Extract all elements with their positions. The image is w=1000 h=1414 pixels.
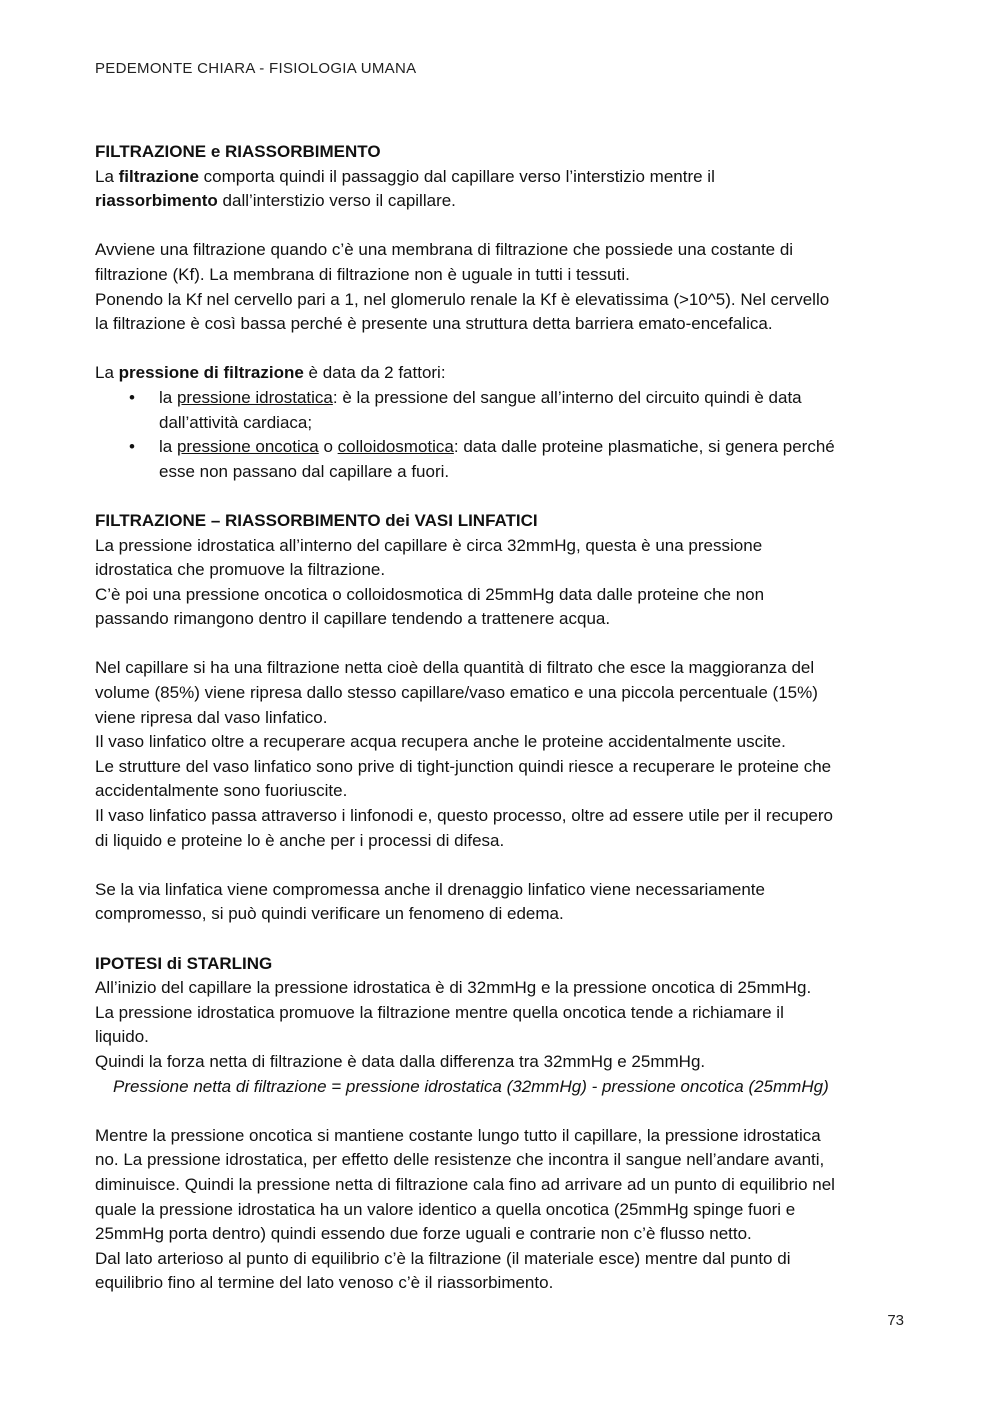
text-run: comporta quindi il passaggio dal capillare verso l’interstizio mentre il [198, 166, 715, 186]
paragraph-line: liquido. [95, 1027, 149, 1047]
bullet-list [95, 386, 905, 484]
paragraph-line: diminuisce. Quindi la pressione netta di filtrazione cala fino ad arrivare ad un punto di equilibrio nel [95, 1174, 835, 1194]
text-run: o [318, 437, 338, 457]
section-title-vasi-linfatici: FILTRAZIONE – RIASSORBIMENTO dei VASI LINFATICI [95, 510, 538, 530]
paragraph-line: quale la pressione idrostatica ha un valore identico a quella oncotica (25mmHg spinge fuori e [95, 1199, 796, 1219]
paragraph-line: Avviene una filtrazione quando c’è una membrana di filtrazione che possiede una costante di [95, 240, 794, 260]
paragraph-line: no. La pressione idrostatica, per effetto delle resistenze che incontra il sangue nell’andare avanti, [95, 1150, 825, 1170]
underlined-term: pressione idrostatica [176, 387, 333, 407]
paragraph-line: passando rimangono dentro il capillare tendendo a trattenere acqua. [95, 609, 611, 629]
paragraph-line: Se la via linfatica viene compromessa anche il drenaggio linfatico viene necessariamente [95, 879, 765, 899]
formula-line: Pressione netta di filtrazione = pressione idrostatica (32mmHg) - pressione oncotica (25mmHg) [113, 1076, 829, 1096]
bold-term: riassorbimento [95, 191, 218, 211]
section-title-starling: IPOTESI di STARLING [95, 953, 273, 973]
text-run: : è la pressione del sangue all’interno del circuito quindi è data [332, 387, 802, 407]
paragraph-line: Ponendo la Kf nel cervello pari a 1, nel glomerulo renale la Kf è elevatissima (>10^5). Nel cervello [95, 289, 830, 309]
underlined-term: pressione oncotica [176, 437, 319, 457]
paragraph-line: C’è poi una pressione oncotica o colloidosmotica di 25mmHg data dalle proteine che non [95, 584, 765, 604]
underlined-term: colloidosmotica [337, 437, 454, 457]
paragraph-line: Dal lato arterioso al punto di equilibrio c’è la filtrazione (il materiale esce) mentre dal punto di [95, 1248, 791, 1268]
text-run: La [95, 363, 119, 383]
paragraph-line: Il vaso linfatico oltre a recuperare acqua recupera anche le proteine accidentalmente uscite. [95, 732, 786, 752]
bold-term: filtrazione [118, 166, 199, 186]
paragraph-line: Il vaso linfatico passa attraverso i linfonodi e, questo processo, oltre ad essere utile per il recupero [95, 806, 834, 826]
text-run: la [159, 387, 177, 407]
section-title-filtrazione: FILTRAZIONE e RIASSORBIMENTO [95, 142, 381, 161]
bold-term: pressione di filtrazione [118, 363, 304, 383]
paragraph-line: viene ripresa dal vaso linfatico. [95, 707, 328, 727]
paragraph-line: filtrazione (Kf). La membrana di filtrazione non è uguale in tutti i tessuti. [95, 264, 630, 284]
paragraph-line: di liquido e proteine lo è anche per i processi di difesa. [95, 830, 505, 850]
paragraph-line: 25mmHg porta dentro) quindi essendo due forze uguali e contrarie non c’è flusso netto. [95, 1224, 752, 1244]
paragraph-line [95, 361, 905, 386]
paragraph-line: idrostatica che promuove la filtrazione. [95, 560, 386, 580]
paragraph-line [95, 189, 905, 214]
text-run: esse non passano dal capillare a fuori. [159, 461, 450, 481]
paragraph-line: accidentalmente sono fuoriuscite. [95, 781, 348, 801]
paragraph-line: Mentre la pressione oncotica si mantiene costante lungo tutto il capillare, la pressione idrostatica [95, 1125, 821, 1145]
paragraph-line: compromesso, si può quindi verificare un fenomeno di edema. [95, 904, 564, 924]
paragraph-line: All’inizio del capillare la pressione idrostatica è di 32mmHg e la pressione oncotica di 25mmHg. [95, 978, 812, 998]
paragraph-line: Quindi la forza netta di filtrazione è data dalla differenza tra 32mmHg e 25mmHg. [95, 1051, 706, 1071]
paragraph-line: Nel capillare si ha una filtrazione netta cioè della quantità di filtrato che esce la maggioranza del [95, 658, 815, 678]
bullet-item [95, 386, 905, 435]
paragraph-line: la filtrazione è così bassa perché è presente una struttura detta barriera emato-encefalica. [95, 314, 773, 334]
text-run: : data dalle proteine plasmatiche, si genera perché [453, 437, 835, 457]
paragraph-line [95, 165, 905, 190]
page-number: 73 [887, 1312, 904, 1329]
paragraph-line: La pressione idrostatica all’interno del capillare è circa 32mmHg, questa è una pressione [95, 535, 763, 555]
bullet-item [95, 435, 905, 484]
text-run: è data da 2 fattori: [303, 363, 446, 383]
paragraph-line: equilibrio fino al termine del lato venoso c’è il riassorbimento. [95, 1273, 554, 1293]
paragraph-line: volume (85%) viene ripresa dallo stesso capillare/vaso ematico e una piccola percentuale (15%) [95, 683, 818, 703]
page-header: PEDEMONTE CHIARA - FISIOLOGIA UMANA [95, 60, 417, 77]
page-content [95, 140, 905, 1296]
text-run: La [95, 166, 119, 186]
paragraph-line: Le strutture del vaso linfatico sono prive di tight-junction quindi riesce a recuperare le proteine che [95, 756, 832, 776]
text-run: dall’attività cardiaca; [159, 412, 313, 432]
text-run: dall’interstizio verso il capillare. [217, 191, 456, 211]
text-run: la [159, 437, 177, 457]
paragraph-line: La pressione idrostatica promuove la filtrazione mentre quella oncotica tende a richiamare il [95, 1002, 784, 1022]
